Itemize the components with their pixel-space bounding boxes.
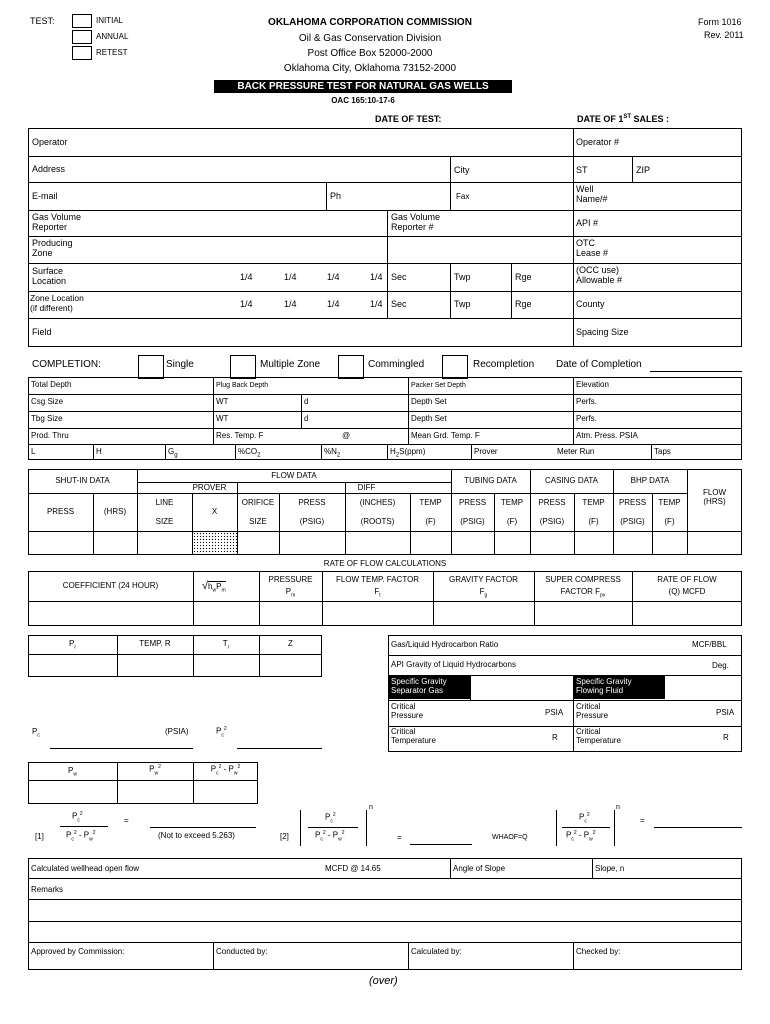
pressure-header: PRESSURE bbox=[268, 575, 313, 584]
zone-sec-label: Sec bbox=[391, 299, 407, 309]
total-depth-label: Total Depth bbox=[31, 380, 72, 389]
fax-label: Fax bbox=[456, 192, 470, 201]
agency-city: Oklahoma City, Oklahoma 73152-2000 bbox=[283, 63, 457, 74]
well-info-table bbox=[28, 128, 742, 347]
shutin-hrs-header: (HRS) bbox=[103, 507, 127, 516]
calculated-open-flow-label: Calculated wellhead open flow bbox=[31, 864, 140, 873]
multiple-zone-label: Multiple Zone bbox=[260, 359, 321, 370]
gas-volume-reporter-label: Gas Volume Reporter bbox=[32, 212, 82, 233]
casing-table bbox=[28, 377, 742, 460]
deg-unit: Deg. bbox=[712, 661, 729, 670]
tubing-psig-header: (PSIG) bbox=[460, 517, 485, 526]
well-name-label: Well Name/# bbox=[576, 184, 608, 205]
whaof-label: WHAOF=Q bbox=[492, 834, 528, 841]
psia-unit-right: PSIA bbox=[716, 708, 735, 717]
critical-temperature-label-right: Critical Temperature bbox=[576, 727, 621, 746]
whaof-result-line[interactable] bbox=[654, 827, 742, 828]
completion-date-line[interactable] bbox=[650, 371, 742, 372]
occ-allowable-label: (OCC use) Allowable # bbox=[576, 265, 623, 286]
commingled-label: Commingled bbox=[368, 359, 425, 370]
bhp-psig-header: (PSIG) bbox=[620, 517, 645, 526]
diff-header: DIFF bbox=[357, 483, 376, 492]
pc-label: $P_c$ bbox=[32, 727, 40, 739]
taps-label: Taps bbox=[654, 447, 671, 456]
angle-of-slope-label: Angle of Slope bbox=[453, 864, 506, 873]
formula2-exponent: n bbox=[369, 804, 373, 811]
annual-checkbox[interactable] bbox=[72, 30, 92, 44]
annual-label: ANNUAL bbox=[96, 32, 129, 41]
zone-quarter-2: 1/4 bbox=[284, 299, 297, 309]
division-name: Oil & Gas Conservation Division bbox=[298, 33, 442, 44]
rate-of-flow-title: RATE OF FLOW CALCULATIONS bbox=[323, 559, 447, 568]
tubing-temp-header: TEMP bbox=[500, 498, 524, 507]
form-revision: Rev. 2011 bbox=[704, 30, 744, 40]
prover-header: PROVER bbox=[192, 483, 227, 492]
meter-run-label: Meter Run bbox=[557, 447, 595, 456]
phone-label: Ph bbox=[330, 191, 342, 201]
flow-data-header: FLOW DATA bbox=[271, 471, 317, 480]
pr-header: $P_r$ bbox=[68, 639, 76, 651]
surface-quarter-1: 1/4 bbox=[240, 272, 253, 282]
flow-hrs-header: FLOW (HRS) bbox=[702, 488, 727, 507]
single-checkbox[interactable] bbox=[138, 355, 164, 379]
single-label: Single bbox=[166, 359, 194, 370]
orifice-size-header: SIZE bbox=[249, 517, 267, 526]
recompletion-label: Recompletion bbox=[473, 359, 535, 370]
formula1-numerator: $P_c^2$ bbox=[72, 811, 83, 824]
operator-label: Operator bbox=[32, 137, 68, 147]
orifice-header: ORIFICE bbox=[241, 498, 275, 507]
h2s-label: $H_2S(ppm)$ bbox=[390, 447, 426, 459]
api-gravity-label: API Gravity of Liquid Hydrocarbons bbox=[391, 660, 516, 669]
api-label: API # bbox=[576, 218, 599, 228]
tbg-size-label: Tbg Size bbox=[31, 414, 63, 423]
pw-header: $P_w$ bbox=[68, 766, 77, 778]
formula1-denominator: $P_c^2 - P_w^2$ bbox=[66, 830, 96, 843]
tbg-wt-label: WT bbox=[216, 414, 229, 423]
mcf-bbl-unit: MCF/BBL bbox=[692, 640, 727, 649]
conducted-by-label: Conducted by: bbox=[216, 947, 268, 956]
county-label: County bbox=[576, 299, 605, 309]
gas-liquid-ratio-label: Gas/Liquid Hydrocarbon Ratio bbox=[391, 640, 499, 649]
pm-header: $P_m$ bbox=[285, 587, 296, 599]
pc-squared-label: $P_c^2$ bbox=[216, 726, 227, 739]
whaof-denominator: $P_c^2 - P_w^2$ bbox=[566, 830, 596, 843]
tubing-data-header: TUBING DATA bbox=[464, 476, 517, 485]
date-first-sales-label: DATE OF 1ST SALES : bbox=[577, 114, 670, 124]
line-header: LINE bbox=[155, 498, 174, 507]
prover-label: Prover bbox=[474, 447, 498, 456]
zone-quarter-4: 1/4 bbox=[370, 299, 383, 309]
whaof-numerator: $P_c^2$ bbox=[579, 812, 590, 825]
flow-temp-factor-header: FLOW TEMP. FACTOR bbox=[335, 575, 420, 584]
atm-press-label: Atm. Press. PSIA bbox=[576, 431, 638, 440]
field-label: Field bbox=[32, 327, 52, 337]
formula2-result-line[interactable] bbox=[410, 844, 472, 845]
initial-label: INITIAL bbox=[96, 16, 124, 25]
casing-press-header: PRESS bbox=[538, 498, 566, 507]
specific-gravity-separator-gas-label: Specific Gravity Separator Gas bbox=[389, 676, 470, 699]
surface-rge-label: Rge bbox=[515, 272, 532, 282]
tubing-press-header: PRESS bbox=[458, 498, 487, 507]
csg-wt-label: WT bbox=[216, 397, 229, 406]
n2-label: $\%N_2$ bbox=[324, 447, 341, 459]
tbg-d-label: d bbox=[304, 414, 309, 423]
surface-quarter-4: 1/4 bbox=[370, 272, 383, 282]
initial-checkbox[interactable] bbox=[72, 14, 92, 28]
multiple-zone-checkbox[interactable] bbox=[230, 355, 256, 379]
otc-lease-label: OTC Lease # bbox=[576, 238, 609, 259]
completion-label: COMPLETION: bbox=[32, 359, 101, 370]
form-number: Form 1016 bbox=[698, 17, 742, 27]
formula2-numerator: $P_c^2$ bbox=[325, 812, 336, 825]
temp-r-header: TEMP. R bbox=[139, 639, 171, 648]
remarks-label: Remarks bbox=[31, 885, 64, 894]
bhp-temp-f-header: (F) bbox=[664, 517, 675, 526]
sqrt-hw-pm-header: $√h_wP_m$ bbox=[202, 580, 226, 594]
critical-temperature-label-left: Critical Temperature bbox=[391, 727, 436, 746]
completion-date-label: Date of Completion bbox=[556, 359, 642, 370]
bhp-temp-header: TEMP bbox=[658, 498, 681, 507]
results-table bbox=[28, 858, 742, 970]
rate-of-flow-header: RATE OF FLOW bbox=[657, 575, 717, 584]
flow-temp-f-header: (F) bbox=[425, 517, 436, 526]
co2-label: $\%CO_2$ bbox=[238, 447, 261, 459]
casing-data-header: CASING DATA bbox=[544, 476, 599, 485]
csg-perfs-label: Perfs. bbox=[576, 397, 597, 406]
zone-rge-label: Rge bbox=[515, 299, 532, 309]
shutin-press-header: PRESS bbox=[46, 507, 75, 516]
q-mcfd-header: (Q) MCFD bbox=[668, 587, 706, 596]
recompletion-checkbox[interactable] bbox=[442, 355, 468, 379]
plug-back-depth-label: Plug Back Depth bbox=[216, 382, 269, 389]
critical-pressure-label-right: Critical Pressure bbox=[576, 702, 609, 721]
r-unit-right: R bbox=[723, 733, 729, 742]
length-label: L bbox=[31, 447, 36, 456]
agency-name: OKLAHOMA CORPORATION COMMISSION bbox=[268, 17, 472, 28]
flow-psig-header: (PSIG) bbox=[299, 517, 325, 526]
over-note: (over) bbox=[369, 975, 398, 987]
surface-quarter-3: 1/4 bbox=[327, 272, 340, 282]
csg-d-label: d bbox=[304, 397, 309, 406]
mcfd-label: MCFD @ 14.65 bbox=[325, 864, 381, 873]
elevation-label: Elevation bbox=[576, 380, 609, 389]
gg-label: $G_g$ bbox=[168, 447, 178, 459]
address-label: Address bbox=[32, 164, 66, 174]
surface-quarter-2: 1/4 bbox=[284, 272, 297, 282]
diff-roots-header: (ROOTS) bbox=[360, 517, 395, 526]
tbg-depth-set-label: Depth Set bbox=[411, 414, 447, 423]
tr-header: $T_r$ bbox=[222, 639, 230, 651]
surface-twp-label: Twp bbox=[454, 272, 471, 282]
whaof-equals: = bbox=[640, 816, 645, 825]
shutin-data-header: SHUT-IN DATA bbox=[55, 476, 110, 485]
casing-psig-header: (PSIG) bbox=[539, 517, 565, 526]
csg-size-label: Csg Size bbox=[31, 397, 64, 406]
casing-temp-f-header: (F) bbox=[588, 517, 599, 526]
pc2-minus-pw2-header: $P_c^2 - P_w^2$ bbox=[210, 764, 241, 777]
formula2-denominator: $P_c^2 - P_w^2$ bbox=[315, 830, 345, 843]
zone-location-label: Zone Location (if different) bbox=[30, 293, 84, 313]
operator-number-label: Operator # bbox=[576, 137, 620, 147]
formula1-equals: = bbox=[124, 816, 129, 825]
pw-squared-header: $P_w^2$ bbox=[149, 764, 161, 777]
bhp-press-header: PRESS bbox=[618, 498, 647, 507]
state-label: ST bbox=[576, 165, 588, 175]
gas-volume-reporter-number-label: Gas Volume Reporter # bbox=[391, 212, 441, 233]
res-temp-label: Res. Temp. F bbox=[216, 431, 264, 440]
super-compress-header: SUPER COMPRESS bbox=[545, 575, 621, 584]
tbg-perfs-label: Perfs. bbox=[576, 414, 597, 423]
email-label: E-mail bbox=[32, 191, 58, 201]
producing-zone-label: Producing Zone bbox=[32, 238, 73, 259]
formula1-note: (Not to exceed 5.263) bbox=[158, 831, 235, 840]
fg-header: $F_g$ bbox=[479, 587, 488, 599]
at-label: @ bbox=[342, 431, 351, 440]
prover-x-shaded-cell bbox=[193, 532, 237, 554]
line-size-header: SIZE bbox=[155, 517, 174, 526]
h-label: H bbox=[96, 447, 102, 456]
flow-press-header: PRESS bbox=[298, 498, 326, 507]
packer-set-depth-label: Packer Set Depth bbox=[411, 382, 466, 389]
diff-inches-header: (INCHES) bbox=[359, 498, 396, 507]
form-title: BACK PRESSURE TEST FOR NATURAL GAS WELLS bbox=[214, 80, 512, 93]
zone-quarter-1: 1/4 bbox=[240, 299, 253, 309]
zone-quarter-3: 1/4 bbox=[327, 299, 340, 309]
tubing-temp-f-header: (F) bbox=[506, 517, 518, 526]
formula2-equals: = bbox=[397, 833, 402, 842]
z-header: Z bbox=[288, 639, 293, 648]
csg-depth-set-label: Depth Set bbox=[411, 397, 447, 406]
formula1-result-line[interactable] bbox=[150, 827, 256, 828]
zone-twp-label: Twp bbox=[454, 299, 471, 309]
pc-squared-value-line[interactable] bbox=[237, 748, 322, 749]
po-box: Post Office Box 52000-2000 bbox=[307, 48, 433, 59]
surface-sec-label: Sec bbox=[391, 272, 407, 282]
whaof-exponent: n bbox=[616, 804, 620, 811]
specific-gravity-flowing-fluid-label: Specific Gravity Flowing Fluid bbox=[574, 676, 665, 699]
r-unit-left: R bbox=[552, 733, 558, 742]
critical-pressure-label-left: Critical Pressure bbox=[391, 702, 424, 721]
rule-citation: OAC 165:10-17-6 bbox=[331, 96, 395, 105]
surface-location-label: Surface Location bbox=[32, 266, 67, 287]
flow-temp-header: TEMP bbox=[419, 498, 442, 507]
coefficient-header: COEFFICIENT (24 HOUR) bbox=[62, 581, 159, 590]
formula1-number: [1] bbox=[35, 832, 44, 841]
retest-label: RETEST bbox=[96, 48, 128, 57]
calculated-by-label: Calculated by: bbox=[411, 947, 462, 956]
retest-checkbox[interactable] bbox=[72, 46, 92, 60]
slope-n-label: Slope, n bbox=[595, 864, 625, 873]
fpv-header: FACTOR $F_{pv}$ bbox=[560, 587, 606, 599]
commingled-checkbox[interactable] bbox=[338, 355, 364, 379]
pc-value-line[interactable] bbox=[50, 748, 193, 749]
prover-x-header: X bbox=[211, 507, 218, 516]
spacing-size-label: Spacing Size bbox=[576, 327, 629, 337]
checked-by-label: Checked by: bbox=[576, 947, 621, 956]
test-label: TEST: bbox=[30, 16, 55, 26]
date-of-test-label: DATE OF TEST: bbox=[375, 114, 442, 124]
bhp-data-header: BHP DATA bbox=[630, 476, 670, 485]
city-label: City bbox=[454, 165, 470, 175]
ft-header: $F_t$ bbox=[374, 587, 381, 599]
gravity-factor-header: GRAVITY FACTOR bbox=[449, 575, 518, 584]
mean-grd-temp-label: Mean Grd. Temp. F bbox=[411, 431, 480, 440]
zip-label: ZIP bbox=[636, 165, 651, 175]
formula2-number: [2] bbox=[280, 832, 289, 841]
prod-thru-label: Prod. Thru bbox=[31, 431, 69, 440]
psia-unit-left: PSIA bbox=[545, 708, 564, 717]
approved-by-label: Approved by Commission: bbox=[31, 947, 125, 956]
casing-temp-header: TEMP bbox=[582, 498, 605, 507]
psia-paren-label: (PSIA) bbox=[165, 727, 189, 736]
